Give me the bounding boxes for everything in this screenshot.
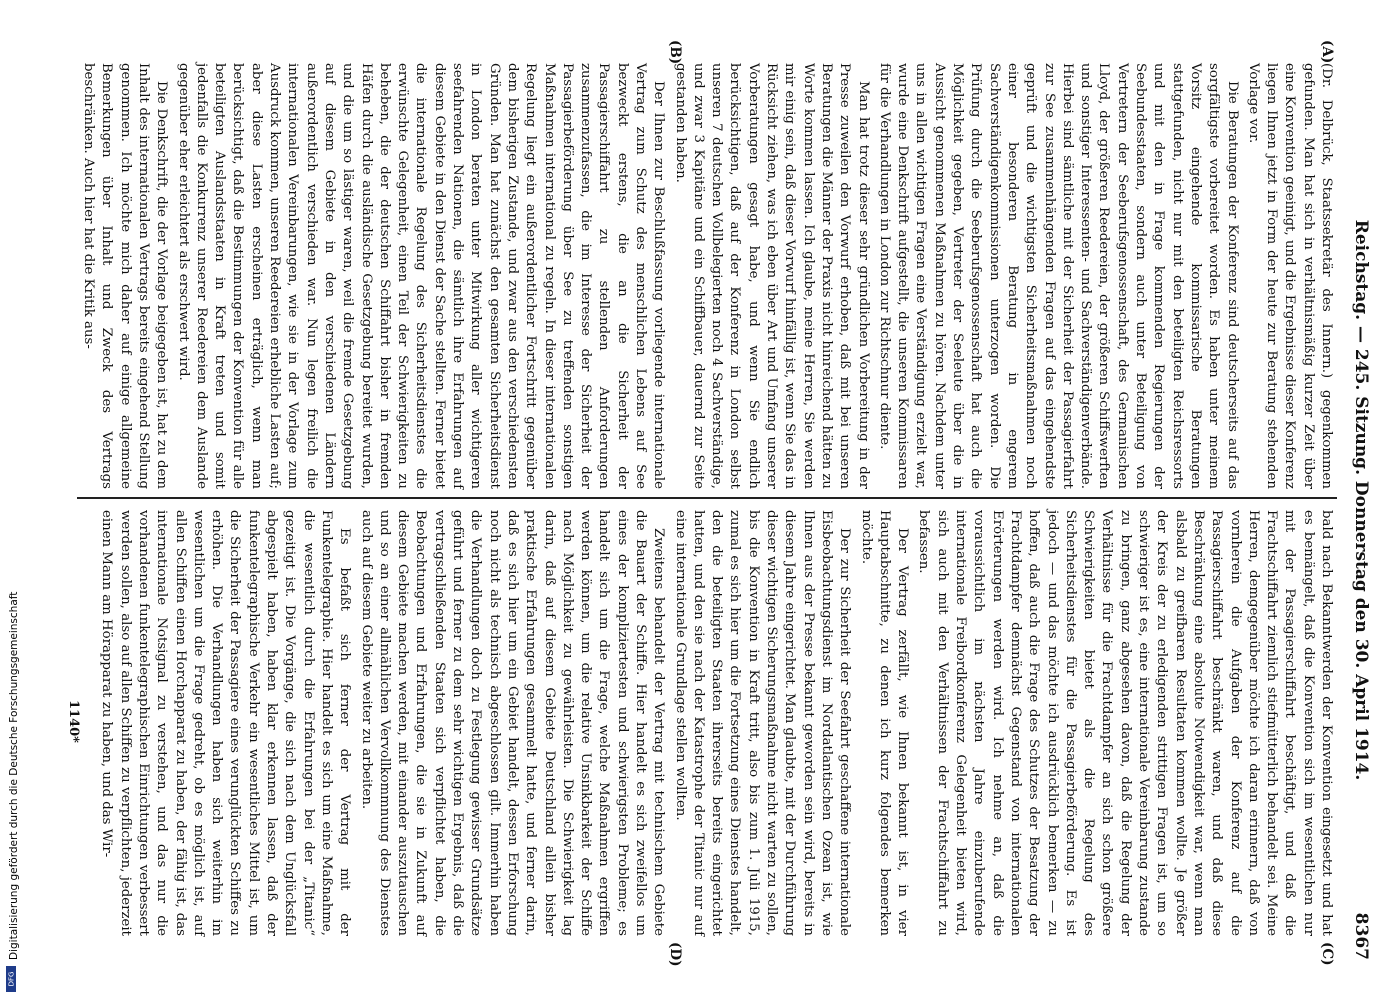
paragraph: bald nach Bekanntwerden der Konvention eingesetzt und hat es bemängelt, daß die Konvention sich im wesentlichen nur mit der Passagierschiffahrt beschäftigt, und daß die Frachtschiffahrt ziemlich stiefmütterlich behandelt sei. Meine Herren, demgegenüber möchte ich daran erinnern, daß von vornherein die Aufgaben der Konferenz auf die Passagierschiffahrt beschränkt waren, und daß diese Beschränkung eine absolute Notwendigkeit war, wenn man alsbald zu greifbaren Resultaten kommen wollte. Je größer der Kreis der zu erledigenden strittigen Fragen ist, um so schwieriger ist es, eine internationale Vereinbarung zustande zu bringen, ganz abgesehen davon, daß die Regelung der Verhältnisse für die Frachtdampfer an sich schon größere Schwierigkeiten bietet als die Regelung des Sicherheitsdienstes für die Passagierbeförderung. Es ist jedoch — und das möchte ich ausdrücklich bemerken — zu hoffen, daß auch die Frage des Schutzes der Besatzung der Frachtdampfer demnächst Gegenstand von internationalen Erörterungen werden wird. Ich nehme an, daß die voraussichtlich im nächsten Jahre einzuberufende internationale Freibordkonferenz Gelegenheit bieten wird, sich auch mit den Verhältnissen der Frachtschiffahrt zu befassen. (916, 510, 1334, 936)
paragraph: (Dr. Delbrück, Staatssekretär des Innern.) gegenkommen gefunden. Man hat sich in verhältnismäßig kurzer Zeit über eine Konvention geeinigt, und die Ergebnisse dieser Konferenz liegen Ihnen jetzt in Form der heute zur Beratung stehenden Vorlage vor. (1245, 63, 1334, 489)
signature-mark: 1140* (66, 700, 81, 743)
margin-marker-b: (B) (667, 40, 683, 65)
paragraph: Die Beratungen der Konferenz sind deutscherseits auf das sorgfältigste vorbereitet worden. Es haben unter meinem Vorsitz eingehende kommissarische Beratungen stattgefunden, nicht nur mit den beteiligten Reichsressorts und mit den in Frage kommenden Regierungen der Seebundesstaaten, sondern auch unter Beteiligung von Vertretern der Seeberufsgenossenschaft, des Germanischen Lloyd, der größeren Reedereien, der größeren Schiffswerften und sonstiger Interessenten- und Sachverständigenverbände. Hierbei sind sämtliche mit der Sicherheit der Passagierfahrt zur See zusammenhängenden Fragen auf das eingehendste geprüft und die wichtigsten Sicherheitsmaßnahmen noch einer besonderen Beratung in engerem Sachverständigenkommissionen unterzogen worden. Die Prüfung durch die Seeberufsgenossenschaft hat auch die Möglichkeit gegeben, Vertreter der Seeleute über die in Aussicht genommenen Maßnahmen zu hören. Nachdem unter uns in allen wichtigen Fragen eine Verständigung erzielt war, wurde eine Denkschrift aufgestellt, die unseren Kommissaren für die Verhandlungen in London zur Richtschnur diente. (876, 63, 1240, 489)
digitization-credit: Digitalisierung gefördert durch die Deutsche Forschungsgemeinschaft (8, 591, 20, 960)
paragraph: Es befaßt sich ferner der Vertrag mit der Funkentelegraphie. Hier handelt es sich um eine Maßnahme, die wesentlich durch die Erfahrungen bei der „Titanic“ gezeitigt ist. Die Vorgänge, die sich nach dem Unglücksfall abgespielt haben, haben klar erkennen lassen, daß der funkentelegraphische Verkehr ein wesentliches Mittel ist, um die Sicherheit der Passagiere eines verunglückten Schiffes zu erhöhen. Die Verhandlungen haben sich weiterhin im wesentlichen um die Frage gedreht, ob es möglich ist, auf allen Schiffen einen Horchapparat zu haben, der fähig ist, das internationale Notsignal zu verstehen, und das nur die vorhandenen funkentelegraphischen Einrichtungen verbessert werden sollen, also auf allen Schiffen zu verpflichten, jederzeit einen Mann am Hörapparat zu haben, und das Wir- (99, 510, 353, 936)
page-number: 8367 (1351, 912, 1371, 960)
column-divider (77, 497, 1337, 499)
scanned-page (50, 0, 1383, 1000)
paragraph: Der Vertrag zerfällt, wie Ihnen bekannt ist, in vier Hauptabschnitte, zu denen ich kurz folgendes bemerken möchte. (858, 510, 911, 936)
margin-marker-a: (A) (1319, 40, 1335, 64)
paragraph: Der Ihnen zur Beschlußfassung vorliegende internationale Vertrag zum Schutz des menschlichen Lebens auf See bezweckt erstens, die an die Sicherheit der Passagierschiffahrt zu stellenden Anforderungen zusammenzufassen, die im Interesse der Sicherheit der Passagierbeförderung über See zu treffenden sonstigen Maßnahmen international zu regeln. In dieser internationalen Regelung liegt ein außerordentlicher Fortschritt gegenüber dem bisherigen Zustande, und zwar aus den verschiedensten Gründen. Man hat zunächst den gesamten Sicherheitsdienst in London beraten unter Mitwirkung aller wichtigeren seefahrenden Nationen, die sämtlich ihre Erfahrungen auf diesem Gebiete in den Dienst der Sache stellten. Ferner bietet die internationale Regelung des Sicherheitsdienstes die erwünschte Gelegenheit, einen Teil der Schwierigkeiten zu beheben, die der deutschen Schiffahrt bisher in fremden Häfen durch die ausländische Gesetzgebung bereitet wurden, und die um so lästiger waren, weil die fremde Gesetzgebung auf diesem Gebiete in den verschiedenen Ländern außerordentlich verschieden war. Nun legen freilich die internationalen Vereinbarungen, wie sie in der Vorlage zum Ausdruck kommen, unseren Reedereien erhebliche Lasten auf; aber diese Lasten erscheinen erträglich, wenn man berücksichtigt, daß die Bestimmungen der Konvention für alle beteiligten Auslandsstaaten in Kraft treten und somit jedenfalls die Konkurrenz unserer Reedereien dem Auslande gegenüber eher erleichtert als erschwert wird. (175, 63, 667, 489)
right-column (94, 510, 1335, 936)
margin-marker-d: (D) (667, 942, 683, 967)
dfg-logo: DFG (6, 966, 16, 992)
left-column (76, 63, 1335, 489)
paragraph: Die Denkschrift, die der Vorlage beigegeben ist, hat zu dem Inhalt des internationalen Vertrags bereits eingehend Stellung genommen. Ich möchte mich daher auf einige allgemeine Bemerkungen über Inhalt und Zweck des Vertrags beschränken. Auch hier hat die Kritik aus- (81, 63, 170, 489)
digitization-sidebar (0, 0, 50, 1000)
page-header (1341, 40, 1371, 960)
paragraph: Der zur Sicherheit der Seefahrt geschaffene internationale Eisbeobachtungsdienst im Nordatlantischen Ozean ist, wie Ihnen aus der Presse bekannt geworden sein wird, bereits in diesem Jahre eingerichtet. Man glaubte, mit der Durchführung dieser wichtigen Sicherungsmaßnahme nicht warten zu sollen, bis die Konvention in Kraft tritt, also bis zum 1. Juli 1915, zumal es sich hier um die Fortsetzung eines Dienstes handelt, den die beteiligten Staaten ihrerseits bereits eingerichtet hatten, und den sie nach der Katastrophe der Titanic nur auf eine internationale Grundlage stellen wollten. (672, 510, 853, 936)
rotated-page-content (50, 0, 1383, 1000)
margin-marker-c: (C) (1319, 942, 1335, 966)
header-title: Reichstag. — 245. Sitzung. Donnerstag den 30. April 1914. (1351, 219, 1371, 781)
paragraph: Man hat trotz dieser sehr gründlichen Vorbereitung in der Presse zuweilen den Vorwurf erhoben, daß mit bei unseren Beratungen die Männer der Praxis nicht hinreichend hätten zu Worte kommen lassen. Ich glaube, meine Herren, Sie werden mir einig sein, daß dieser Vorwurf hinfällig ist, wenn Sie das in Rücksicht ziehen, was ich eben über Art und Umfang unserer Vorberatungen gesagt habe, und wenn Sie endlich berücksichtigen, daß auf der Konferenz in London selbst unseren 7 deutschen Vollbelegierten noch 4 Sachverständige, und zwar 3 Kapitäne und ein Schiffbauer, dauernd zur Seite gestanden haben. (672, 63, 871, 489)
paragraph: Zweitens behandelt der Vertrag mit technischem Gebiete die Bauart der Schiffe. Hier handelt es sich zweifellos um eines der kompliziertesten und schwierigsten Probleme; es handelt sich um die Frage, welche Maßnahmen ergriffen werden können, um die relative Unsinkbarkeit der Schiffe nach Möglichkeit zu gewährleisten. Die Schwierigkeit lag darin, daß auf diesem Gebiete Deutschland allein bisher praktische Erfahrungen gesammelt hatte, und ferner darin, daß es sich hier um ein Gebiet handelt, dessen Erforschung noch nicht als technisch abgeschlossen gilt. Immerhin haben die Verhandlungen doch zu Festlegung gewisser Grundsätze geführt und ferner zu dem sehr wichtigen Ergebnis, daß die vertragschließenden Staaten sich verpflichtet haben, die Beobachtungen und Erfahrungen, die sie in Zukunft auf diesem Gebiete machen werden, mit einander auszutauschen und so an einer allmählichen Vervollkommnung des Dienstes auch auf diesem Gebiete weiter zu arbeiten. (358, 510, 667, 936)
